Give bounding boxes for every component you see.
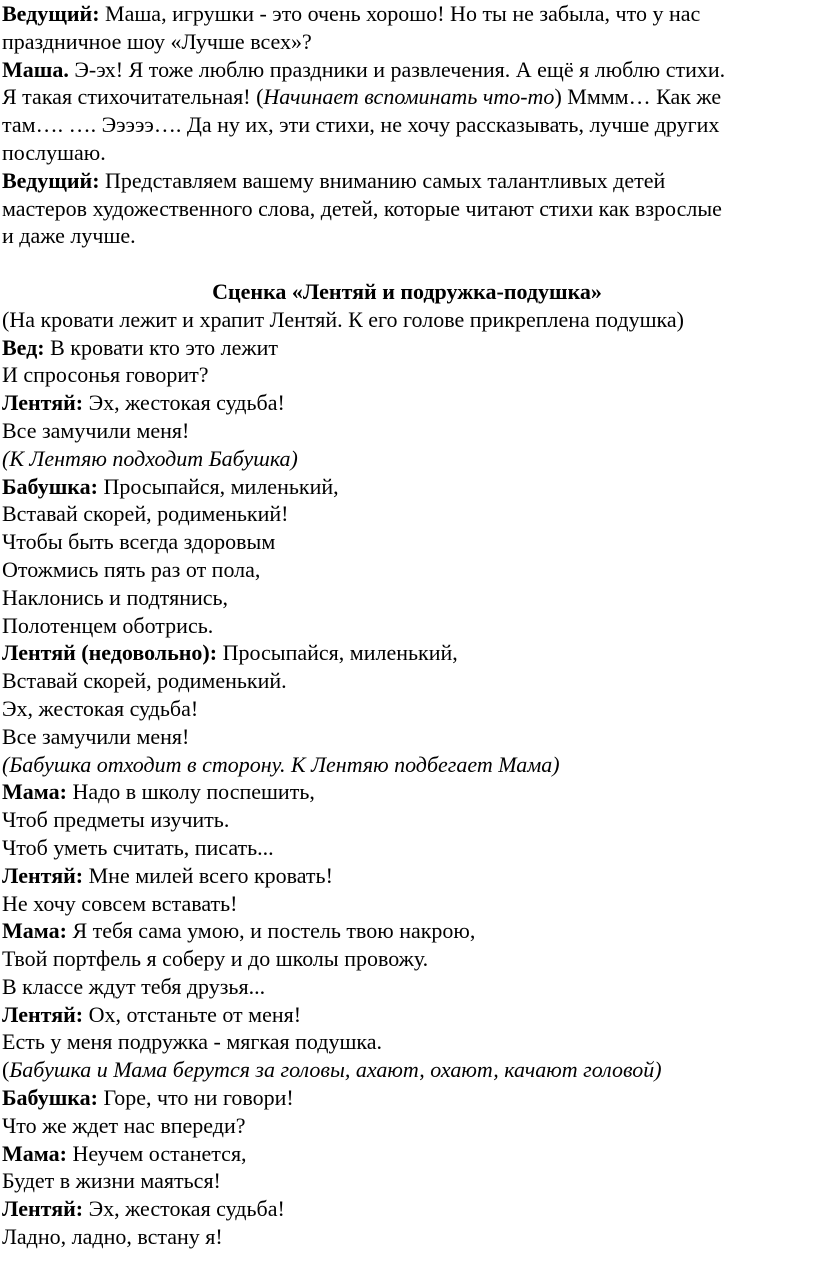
line-text: Эх, жестокая судьба! — [2, 695, 199, 721]
scene-line — [2, 361, 812, 389]
line-text: Мне милей всего кровать! — [83, 862, 333, 888]
line-text: Все замучили меня! — [2, 723, 190, 749]
intro-dialogue — [2, 0, 812, 250]
scene-line — [2, 556, 812, 584]
line-text: Наклонись и подтянись, — [2, 584, 229, 610]
scene-line — [2, 500, 812, 528]
line-text: Не хочу совсем вставать! — [2, 890, 238, 916]
scene-line — [2, 723, 812, 751]
line-text: Эх, жестокая судьба! — [83, 1196, 285, 1222]
line-text: праздничное шоу «Лучше всех»? — [2, 28, 312, 54]
scene-line — [2, 973, 812, 1001]
line-text: Что же ждет нас впереди? — [2, 1112, 246, 1138]
speaker-label: Мама: — [2, 918, 67, 944]
scene-line — [2, 528, 812, 556]
line-text: В кровати кто это лежит — [44, 334, 278, 360]
line-text: И спросонья говорит? — [2, 362, 209, 388]
intro-line — [2, 28, 812, 56]
scene-title: Сценка «Лентяй и подружка-подушка» — [212, 278, 602, 304]
speaker-label: Ведущий: — [2, 1, 100, 26]
line-text: Есть у меня подружка - мягкая подушка. — [2, 1029, 383, 1055]
speaker-label: Вед: — [2, 334, 45, 360]
stage-direction: Начинает вспоминать что-то — [263, 84, 555, 110]
line-text: (На кровати лежит и храпит Лентяй. К его голове прикреплена подушка) — [2, 306, 684, 332]
line-text: Полотенцем оботрись. — [2, 612, 214, 638]
speaker-label: Бабушка: — [2, 1085, 98, 1111]
line-text: Будет в жизни маяться! — [2, 1168, 221, 1194]
scene-line — [2, 917, 812, 945]
scene-line — [2, 639, 812, 667]
scene-line — [2, 1140, 812, 1168]
intro-line — [2, 83, 812, 111]
speaker-label: Лентяй: — [2, 390, 84, 416]
scene-line — [2, 1084, 812, 1112]
speaker-label: Лентяй (недовольно): — [2, 640, 218, 666]
scene-line — [2, 612, 812, 640]
scene-line — [2, 389, 812, 417]
line-text: Чтоб предметы изучить. — [2, 807, 230, 833]
line-text: Представляем вашему вниманию самых талантливых детей — [99, 167, 666, 193]
scene-line — [2, 945, 812, 973]
document-page — [2, 0, 812, 1251]
speaker-label: Маша. — [2, 56, 69, 82]
scene-line — [2, 417, 812, 445]
speaker-label: Мама: — [2, 779, 67, 805]
scene-line — [2, 778, 812, 806]
scene-line — [2, 473, 812, 501]
intro-line — [2, 111, 812, 139]
speaker-label: Лентяй: — [2, 1196, 84, 1222]
line-text: Ох, отстаньте от меня! — [83, 1001, 302, 1027]
scene-line — [2, 1001, 812, 1029]
line-text: мастеров художественного слова, детей, которые читают стихи как взрослые — [2, 195, 722, 221]
line-text: Вставай скорей, родименький. — [2, 668, 287, 694]
line-text: Надо в школу поспешить, — [66, 779, 315, 805]
speaker-label: Лентяй: — [2, 1001, 84, 1027]
speaker-label: Лентяй: — [2, 862, 84, 888]
line-text: Вставай скорей, родименький! — [2, 501, 289, 527]
stage-direction: (Бабушка отходит в сторону. К Лентяю подбегает Мама) — [2, 751, 560, 777]
intro-line — [2, 0, 812, 28]
line-text: Эх, жестокая судьба! — [83, 390, 285, 416]
scene-script — [2, 306, 812, 1251]
blank-line — [2, 250, 812, 278]
scene-line — [2, 751, 812, 779]
line-text: Ладно, ладно, встану я! — [2, 1224, 223, 1250]
intro-line — [2, 167, 812, 195]
scene-line — [2, 584, 812, 612]
speaker-label: Бабушка: — [2, 473, 98, 499]
line-text: Э-эх! Я тоже люблю праздники и развлечения. А ещё я люблю стихи. — [68, 56, 726, 82]
scene-line — [2, 1195, 812, 1223]
scene-line — [2, 890, 812, 918]
speaker-label: Ведущий: — [2, 167, 100, 193]
scene-line — [2, 1223, 812, 1251]
intro-line — [2, 139, 812, 167]
intro-line — [2, 56, 812, 84]
line-text: Чтоб уметь считать, писать... — [2, 834, 274, 860]
stage-direction: (К Лентяю подходит Бабушка) — [2, 445, 298, 471]
line-text: Отожмись пять раз от пола, — [2, 556, 261, 582]
scene-line — [2, 1028, 812, 1056]
line-text: Твой портфель я соберу и до школы провожу. — [2, 946, 429, 972]
line-text: Просыпайся, миленький, — [217, 640, 458, 666]
line-text: В классе ждут тебя друзья... — [2, 973, 266, 999]
line-text: там…. …. Эээээ…. Да ну их, эти стихи, не хочу рассказывать, лучше других — [2, 112, 720, 138]
line-text: Я такая стихочитательная! ( — [2, 84, 264, 110]
line-text: Я тебя сама умою, и постель твою накрою, — [66, 918, 476, 944]
scene-line — [2, 806, 812, 834]
scene-line — [2, 667, 812, 695]
intro-line — [2, 195, 812, 223]
scene-line — [2, 695, 812, 723]
line-text: Чтобы быть всегда здоровым — [2, 529, 276, 555]
scene-line — [2, 862, 812, 890]
intro-line — [2, 222, 812, 250]
stage-direction: Бабушка и Мама берутся за головы, ахают, охают, качают головой) — [9, 1057, 662, 1083]
scene-line — [2, 1167, 812, 1195]
line-text: послушаю. — [2, 139, 106, 165]
scene-line — [2, 834, 812, 862]
scene-line — [2, 1112, 812, 1140]
scene-line — [2, 306, 812, 334]
scene-line — [2, 334, 812, 362]
line-text: Горе, что ни говори! — [97, 1085, 294, 1111]
line-text: Маша, игрушки - это очень хорошо! Но ты не забыла, что у нас — [99, 1, 701, 26]
scene-line — [2, 1056, 812, 1084]
speaker-label: Мама: — [2, 1140, 67, 1166]
line-text: ) Мммм… Как же — [554, 84, 722, 110]
line-text: Все замучили меня! — [2, 417, 190, 443]
line-text: Просыпайся, миленький, — [97, 473, 339, 499]
line-text: и даже лучше. — [2, 223, 136, 249]
line-text: ( — [2, 1057, 10, 1083]
line-text: Неучем останется, — [66, 1140, 247, 1166]
scene-line — [2, 445, 812, 473]
